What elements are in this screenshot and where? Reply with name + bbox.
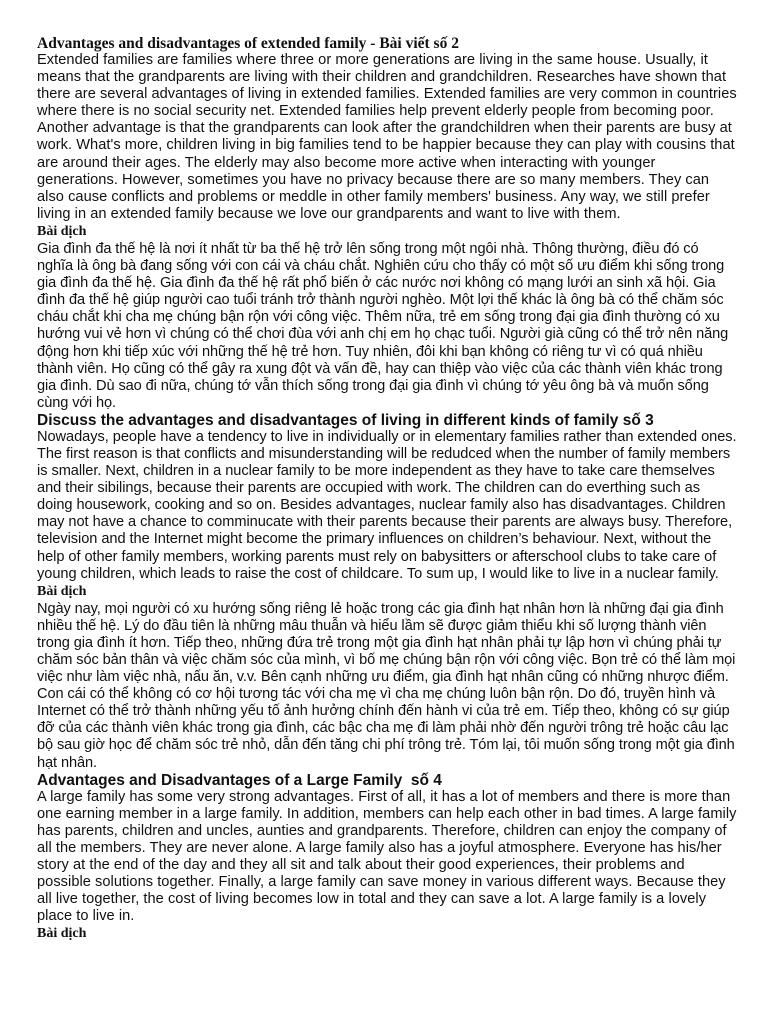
english-paragraph: Extended families are families where three or more generations are living in the same house. Usually, it means that the grandparents are living with their children and grandchildren. Researches have shown that there are several advantages of living in extended families. Extended families are very common in countries where there is no social security net. Extended families help prevent elderly people from becoming poor. Another advantage is that the grandparents can look after the grandchildren when their parents are busy at work. What's more, children living in big families tend to be happier because they can play with cousins that are around their ages. The elderly may also become more active when interacting with younger generations. However, sometimes you have no privacy because there are so many members. They can also cause conflicts and problems or meddle in other family members' business. Any way, we still prefer living in an extended family because we love our grandparents and want to live with them. — [37, 52, 737, 222]
vietnamese-paragraph: Gia đình đa thế hệ là nơi ít nhất từ ba thế hệ trở lên sống trong một ngôi nhà. Thông thường, điều đó có nghĩa là ông bà đang sống với con cái và cháu chắt. Nghiên cứu cho thấy có một số ưu điểm khi sống trong gia đình đa thế hệ. Gia đình đa thế hệ rất phổ biến ở các nước nơi không có mạng lưới an sinh xã hội. Gia đình đa thế hệ giúp người cao tuổi tránh trở thành người nghèo. Một lợi thế khác là ông bà có thể chăm sóc cháu chắt khi cha mẹ chúng bận rộn với công việc. Thêm nữa, trẻ em sống trong đại gia đình thường có xu hướng vui vẻ hơn vì chúng có thể chơi đùa với anh chị em họ chạc tuổi. Người già cũng có thể trở nên năng động hơn khi tiếp xúc với những thế hệ trẻ hơn. Tuy nhiên, đôi khi bạn không có riêng tư vì có quá nhiều thành viên. Họ cũng có thể gây ra xung đột và vấn đề, hay can thiệp vào việc của các thành viên khác trong gia đình. Dù sao đi nữa, chúng tớ vẫn thích sống trong đại gia đình vì chúng tớ yêu ông bà và muốn sống cùng với họ. — [37, 240, 729, 411]
english-paragraph: Nowadays, people have a tendency to live in individually or in elementary families rather than extended ones. The first reason is that conflicts and misunderstanding will be redudced when the number of family members is smaller. Next, children in a nuclear family to be more independent as they have to take care themselves and their sibilings, because their parents are occupied with work. The children can do everthing such as doing housework, cooking and so on. Besides advantages, nuclear family also has disadvantages. Children may not have a chance to comminucate with their parents because their parents are always busy. Therefore, television and the Internet might become the primary influences on children’s behaviour. Next, without the help of other family members, working parents must rely on babysitters or afterschool clubs to take care of young children, which leads to raise the cost of childcare. To sum up, I would like to live in a nuclear family. — [37, 428, 737, 582]
translation-label: Bài dịch — [37, 926, 87, 942]
section-large-family — [37, 772, 737, 943]
translation-label: Bài dịch — [37, 223, 87, 239]
document-page — [37, 35, 737, 943]
section-title: Advantages and disadvantages of extended family - Bài viết số 2 — [37, 35, 459, 52]
section-kinds-of-family — [37, 412, 737, 772]
section-title: Advantages and Disadvantages of a Large Family số 4 — [37, 771, 442, 789]
section-extended-family — [37, 35, 737, 412]
translation-label: Bài dịch — [37, 583, 87, 599]
section-title: Discuss the advantages and disadvantages of living in different kinds of family số 3 — [37, 411, 654, 429]
vietnamese-paragraph: Ngày nay, mọi người có xu hướng sống riêng lẻ hoặc trong các gia đình hạt nhân hơn là những đại gia đình nhiều thế hệ. Lý do đầu tiên là những mâu thuẫn và hiểu lầm sẽ được giảm thiểu khi số lượng thành viên trong gia đình ít hơn. Tiếp theo, những đứa trẻ trong một gia đình hạt nhân phải tự lập hơn vì chúng phải tự chăm sóc bản thân và việc chăm sóc của mình, vì bố mẹ chúng bận rộn với công việc. Bọn trẻ có thể làm mọi việc như làm việc nhà, nấu ăn, v.v. Bên cạnh những ưu điểm, gia đình hạt nhân cũng có những nhược điểm. Con cái có thể không có cơ hội tương tác với cha mẹ vì cha mẹ chúng luôn bận rộn. Do đó, truyền hình và Internet có thể trở thành những yếu tố ảnh hưởng chính đến hành vi của trẻ em. Tiếp theo, không có sự giúp đỡ của các thành viên khác trong gia đình, các bậc cha mẹ đi làm phải nhờ đến người trông trẻ hoặc câu lạc bộ sau giờ học để chăm sóc trẻ nhỏ, dẫn đến tăng chi phí trông trẻ. Tóm lại, tôi muốn sống trong một gia đình hạt nhân. — [37, 600, 736, 771]
english-paragraph: A large family has some very strong advantages. First of all, it has a lot of members and there is more than one earning member in a large family. In addition, members can help each other in bad times. A large family has parents, children and uncles, aunties and grandparents. Therefore, children can enjoy the company of all the members. They are never alone. A large family also has a joyful atmosphere. Everyone has his/her story at the end of the day and they all sit and talk about their good experiences, their problems and possible solutions together. Finally, a large family can save money in various different ways. Because they all live together, the cost of living becomes low in total and they can save a lot. A large family is a lovely place to live in. — [37, 788, 737, 925]
